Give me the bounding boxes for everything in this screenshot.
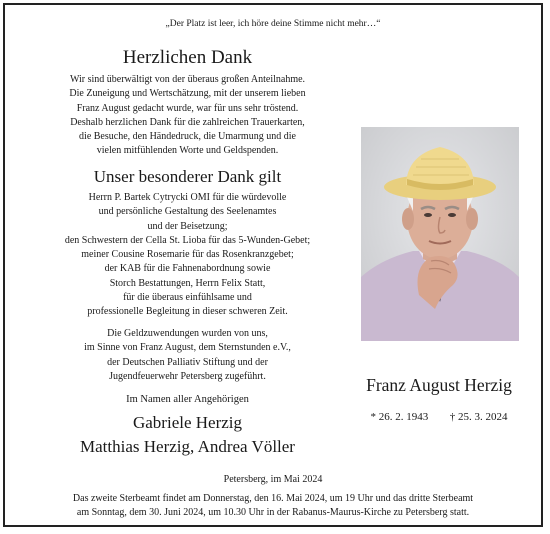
- text-line: im Sinne von Franz August, dem Sternstunden e.V.,: [84, 342, 291, 354]
- death-date: † 25. 3. 2024: [449, 411, 508, 423]
- quote: „Der Platz ist leer, ich höre deine Stimme nicht mehr…“: [165, 19, 381, 29]
- text-line: Deshalb herzlichen Dank für die zahlreichen Trauerkarten,: [70, 116, 305, 128]
- text-line: den Schwestern der Cella St. Lioba für das 5-Wunden-Gebet;: [64, 234, 311, 246]
- text-line: Jugendfeuerwehr Petersberg zugeführt.: [109, 370, 266, 382]
- text-line: meiner Cousine Rosemarie für das Rosenkranzgebet;: [81, 249, 294, 261]
- birth-date: * 26. 2. 1943: [370, 411, 429, 423]
- text-line: Das zweite Sterbeamt findet am Donnerstag, den 16. Mai 2024, um 19 Uhr und das dritte Sterbeamt: [72, 493, 474, 504]
- portrait-photo-icon: [361, 127, 519, 341]
- special-thanks-heading: Unser besonderer Dank gilt: [93, 167, 282, 186]
- text-line: Herrn P. Bartek Cytrycki OMI für die würdevolle: [88, 192, 287, 203]
- text-line: die Besuche, den Händedruck, die Umarmung und die: [79, 131, 296, 143]
- thanks-text: [15, 73, 360, 159]
- place-date: Petersberg, im Mai 2024: [223, 474, 323, 485]
- signature: Matthias Herzig, Andrea Völler: [80, 437, 295, 456]
- footer-note: [5, 492, 541, 520]
- signature: Gabriele Herzig: [132, 413, 243, 432]
- text-line: vielen mitfühlenden Worte und Geldspenden.: [96, 145, 279, 157]
- obituary-card: [3, 3, 543, 527]
- text-line: Wir sind überwältigt von der überaus großen Anteilnahme.: [69, 74, 306, 85]
- text-line: und der Beisetzung;: [147, 220, 228, 232]
- special-thanks-text: [15, 191, 360, 320]
- thanks-heading: Herzlichen Dank: [122, 47, 253, 68]
- text-line: professionelle Begleitung in dieser schweren Zeit.: [87, 306, 288, 318]
- text-line: der KAB für die Fahnenabordnung sowie: [104, 263, 271, 275]
- text-line: und persönliche Gestaltung des Seelenamtes: [98, 206, 277, 218]
- text-line: der Deutschen Palliativ Stiftung und der: [107, 356, 268, 368]
- life-dates: [333, 411, 543, 423]
- text-line: Die Geldzuwendungen wurden von uns,: [107, 328, 268, 339]
- text-line: Franz August gedacht wurde, war für uns sehr tröstend.: [76, 102, 299, 114]
- closing-line: Im Namen aller Angehörigen: [126, 394, 249, 405]
- deceased-name: Franz August Herzig: [366, 375, 512, 395]
- portrait-photo-icon: [361, 127, 519, 341]
- text-line: Die Zuneigung und Wertschätzung, mit der unserem lieben: [69, 88, 306, 100]
- text-line: Storch Bestattungen, Herrn Felix Statt,: [109, 277, 266, 289]
- text-line: für die überaus einfühlsame und: [123, 292, 252, 304]
- donation-text: [15, 327, 360, 384]
- text-line: am Sonntag, dem 30. Juni 2024, um 10.30 Uhr in der Rabanus-Maurus-Kirche zu Petersberg statt.: [76, 507, 470, 518]
